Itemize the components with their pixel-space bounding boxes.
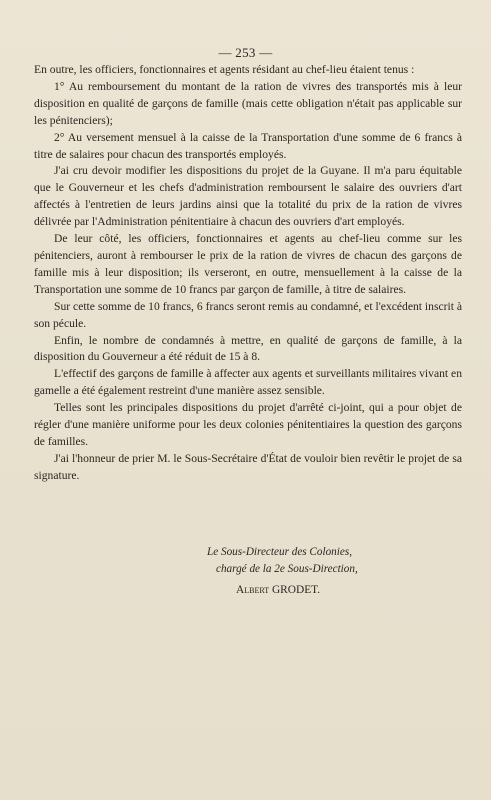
- paragraph-officers: De leur côté, les officiers, fonctionnaires et agents au chef-lieu comme sur les pénitenciers, auront à rembourser le prix de la ration de vivres de chacun des garçons de famille mis à leur disposition; ils verseront, en outre, mensuellement à la caisse de la Transportation une somme de 10 francs par garçon de famille, à titre de salaires.: [34, 232, 462, 296]
- paragraph-number-reduced: Enfin, le nombre de condamnés à mettre, en qualité de garçons de famille, à la disposition du Gouverneur a été réduit de 15 à 8.: [34, 333, 462, 364]
- paragraph-dispositions: Telles sont les principales dispositions du projet d'arrêté ci-joint, qui a pour objet de régler d'une manière uniforme pour les deux colonies pénitentiaires la question des garçons de familles.: [34, 401, 462, 448]
- paragraph-modification: J'ai cru devoir modifier les dispositions du projet de la Guyane. Il m'a paru équitable que le Gouverneur et les chefs d'administration remboursent le salaire des ouvriers d'art affectés à l'entretien de leurs jardins ainsi que la totalité du prix de la ration de vivres délivrée par l'Administration pénitentiaire à chacun des ouvriers d'art employés.: [34, 164, 462, 229]
- body-text: [34, 62, 462, 485]
- paragraph-item-1: 1° Au remboursement du montant de la ration de vivres des transportés mis à leur disposition en qualité de garçons de famille (mais cette obligation n'était pas applicable sur les pénitenciers);: [34, 79, 462, 127]
- paragraph-request: J'ai l'honneur de prier M. le Sous-Secrétaire d'État de vouloir bien revêtir le projet de sa signature.: [34, 451, 462, 482]
- signature-first-name: Albert: [236, 584, 270, 596]
- paragraph-item-2: 2° Au versement mensuel à la caisse de la Transportation d'une somme de 6 francs à titre de salaires pour chacun des transportés employés.: [34, 130, 462, 161]
- paragraph-sum: Sur cette somme de 10 francs, 6 francs seront remis au condamné, et l'excédent inscrit à son pécule.: [34, 299, 462, 330]
- signature-name: [236, 584, 320, 596]
- signature-title: Le Sous-Directeur des Colonies,: [207, 546, 353, 558]
- signature-last-name: GRODET.: [271, 584, 321, 596]
- paragraph-intro: En outre, les officiers, fonctionnaires et agents résidant au chef-lieu étaient tenus :: [34, 63, 415, 76]
- signature-subtitle: chargé de la 2e Sous-Direction,: [216, 563, 358, 575]
- page-number: — 253 —: [218, 45, 273, 60]
- paragraph-effectif: L'effectif des garçons de famille à affecter aux agents et surveillants militaires vivant en gamelle a été également restreint d'une manière assez sensible.: [34, 367, 462, 398]
